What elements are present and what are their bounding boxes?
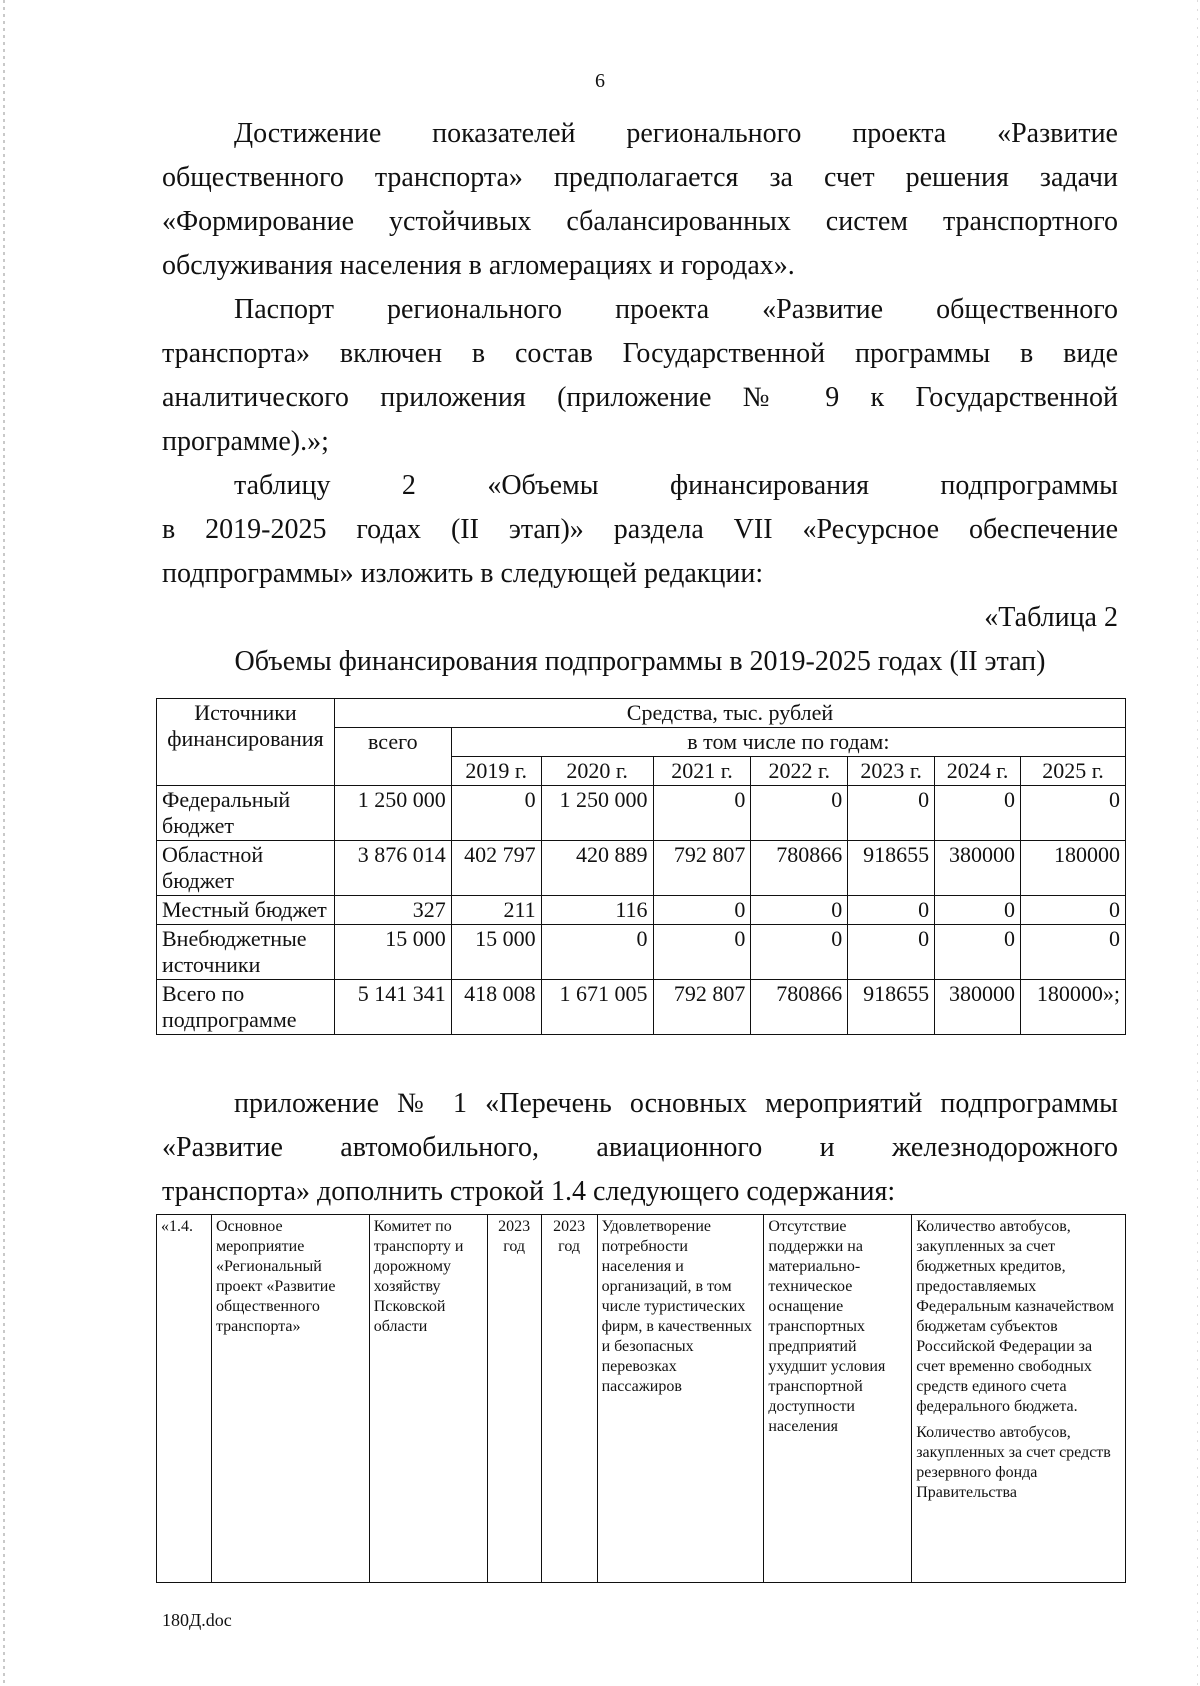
table-title: Объемы финансирования подпрограммы в 2019-2025 годах (II этап) [234,646,1046,677]
measure-number: «1.4. [157,1215,212,1583]
header-funds: Средства, тыс. рублей [334,699,1125,728]
value-cell: 0 [848,786,935,841]
page-number: 6 [595,70,605,92]
value-cell: 0 [935,925,1021,980]
value-cell: 420 889 [541,841,653,896]
value-cell: 780866 [751,841,848,896]
scan-edge-right [1197,0,1198,1686]
scan-edge-left [3,0,5,1686]
source-cell: Федеральный бюджет [157,786,335,841]
text-line: подпрограммы» изложить в следующей редакции: [162,558,764,589]
value-cell: 1 250 000 [541,786,653,841]
header-year: 2022 г. [751,757,848,786]
header-by-year: в том числе по годам: [451,728,1125,757]
value-cell: 780866 [751,980,848,1035]
paragraph-4 [162,1082,1118,1214]
value-cell: 380000 [935,841,1021,896]
header-year: 2023 г. [848,757,935,786]
total-cell: 3 876 014 [334,841,451,896]
table-row [157,786,1126,841]
value-cell: 792 807 [653,841,751,896]
header-year: 2025 г. [1021,757,1126,786]
measure-start-year: 2023 год [487,1215,541,1583]
total-cell: 327 [334,896,451,925]
value-cell: 0 [451,786,541,841]
measure-indicators [912,1215,1126,1583]
value-cell: 116 [541,896,653,925]
table-row [157,896,1126,925]
indicator-text: Количество автобусов, закупленных за счет бюджетных кредитов, предоставляемых Федеральным казначейством бюджетам субъектов Российской Федерации за счет временно свободных средств единого счета федерального бюджета. [916,1218,1115,1415]
value-cell: 402 797 [451,841,541,896]
value-cell: 0 [653,786,751,841]
table-label: «Таблица 2 [984,602,1118,633]
total-cell: 15 000 [334,925,451,980]
value-cell: 0 [751,896,848,925]
measure-executor: Комитет по транспорту и дорожному хозяйству Псковской области [369,1215,487,1583]
paragraph-3 [162,464,1118,596]
paragraph-1 [162,112,1118,288]
table-row [157,1215,1126,1583]
table-row-total [157,980,1126,1035]
text-line: «Развитие автомобильного, авиационного и железнодорожного [162,1132,1118,1163]
footer-filename: 180Д.doc [162,1610,232,1630]
text-line: транспорта» дополнить строкой 1.4 следующего содержания: [162,1176,896,1207]
header-year: 2021 г. [653,757,751,786]
value-cell: 180000 [1021,841,1126,896]
text-line: программе).»; [162,426,329,457]
measure-result: Удовлетворение потребности населения и организаций, в том числе туристических фирм, в качественных и безопасных перевозках пассажиров [597,1215,764,1583]
text-line: приложение № 1 «Перечень основных мероприятий подпрограммы [234,1088,1118,1119]
value-cell: 211 [451,896,541,925]
text-line: «Формирование устойчивых сбалансированных систем транспортного [162,206,1118,237]
text-line: Достижение показателей регионального проекта «Развитие [234,118,1118,149]
value-cell: 180000»; [1021,980,1126,1035]
text-line: транспорта» включен в состав Государственной программы в виде [162,338,1118,369]
value-cell: 0 [751,925,848,980]
table-row [157,925,1126,980]
value-cell: 0 [1021,925,1126,980]
header-source: Источники финансирования [157,699,335,786]
header-year: 2020 г. [541,757,653,786]
value-cell: 0 [751,786,848,841]
paragraph-2 [162,288,1118,464]
measure-consequences: Отсутствие поддержки на материально-техническое оснащение транспортных предприятий ухудшит условия транспортной доступности населения [764,1215,912,1583]
value-cell: 792 807 [653,980,751,1035]
total-cell: 5 141 341 [334,980,451,1035]
text-line: аналитического приложения (приложение № 9 к Государственной [162,382,1118,413]
total-cell: 1 250 000 [334,786,451,841]
value-cell: 0 [653,896,751,925]
value-cell: 418 008 [451,980,541,1035]
value-cell: 0 [935,786,1021,841]
text-line: в 2019-2025 годах (II этап)» раздела VII «Ресурсное обеспечение [162,514,1118,545]
value-cell: 15 000 [451,925,541,980]
header-year: 2019 г. [451,757,541,786]
value-cell: 0 [541,925,653,980]
table-row [157,841,1126,896]
indicator-text: Количество автобусов, закупленных за счет средств резервного фонда Правительства [916,1424,1111,1501]
value-cell: 0 [1021,896,1126,925]
header-year: 2024 г. [935,757,1021,786]
source-cell: Всего по подпрограмме [157,980,335,1035]
source-cell: Внебюджетные источники [157,925,335,980]
finance-table [156,698,1126,1035]
source-cell: Областной бюджет [157,841,335,896]
measures-table [156,1214,1126,1583]
value-cell: 918655 [848,980,935,1035]
source-cell: Местный бюджет [157,896,335,925]
value-cell: 918655 [848,841,935,896]
measure-name: Основное мероприятие «Региональный проект «Развитие общественного транспорта» [211,1215,369,1583]
value-cell: 380000 [935,980,1021,1035]
value-cell: 0 [1021,786,1126,841]
value-cell: 0 [848,925,935,980]
text-line: Паспорт регионального проекта «Развитие общественного [234,294,1118,325]
measure-end-year: 2023 год [541,1215,597,1583]
value-cell: 1 671 005 [541,980,653,1035]
value-cell: 0 [848,896,935,925]
header-total: всего [334,728,451,786]
text-line: обслуживания населения в агломерациях и городах». [162,250,795,281]
value-cell: 0 [935,896,1021,925]
text-line: таблицу 2 «Объемы финансирования подпрограммы [234,470,1118,501]
text-line: общественного транспорта» предполагается за счет решения задачи [162,162,1118,193]
value-cell: 0 [653,925,751,980]
